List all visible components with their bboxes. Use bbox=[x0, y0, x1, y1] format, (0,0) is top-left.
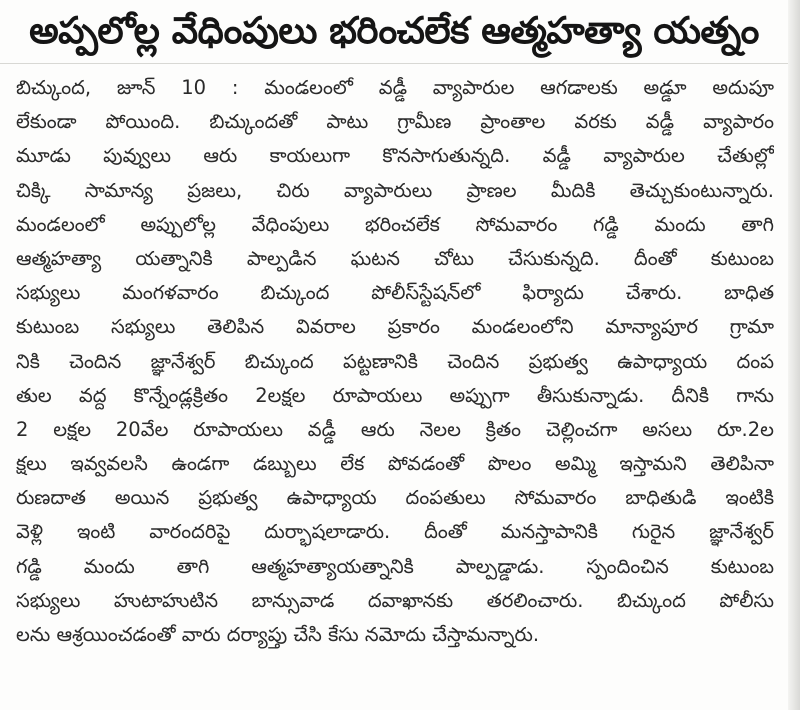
page-edge-shadow bbox=[788, 0, 800, 710]
article-body bbox=[16, 71, 774, 652]
article-line: కుటుంబ సభ్యులు తెలిపిన వివరాల ప్రకారం మండలంలోని మాన్యాపూర గ్రామా bbox=[16, 315, 774, 339]
headline-divider bbox=[0, 63, 788, 64]
article-headline: అప్పలోల్ల వేధింపులు భరించలేక ఆత్మహత్యా యత్నం bbox=[29, 9, 759, 52]
article-line: గడ్డి మందు తాగి ఆత్మహత్యాయత్నానికి పాల్పడ్డాడు. స్పందించిన కుటుంబ bbox=[16, 554, 774, 578]
article-line: బిచ్కుంద, జూన్ 10 : మండలంలో వడ్డీ వ్యాపారుల ఆగడాలకు అడ్డూ అదుపూ bbox=[16, 76, 774, 99]
article-line: సభ్యులు హుటాహుటిన బాన్సువాడ దవాఖానకు తరలించారు. బిచ్కుంద పోలీసు bbox=[16, 588, 774, 612]
article-line: రుణదాత అయిన ప్రభుత్వ ఉపాధ్యాయ దంపతులు సోమవారం బాధితుడి ఇంటికి bbox=[16, 486, 774, 510]
article-line: క్షలు ఇవ్వవలసి ఉండగా డబ్బులు లేక పోవడంతో పొలం అమ్మి ఇస్తామని తెలిపినా bbox=[16, 452, 774, 476]
article-line: మండలంలో అప్పులోల్ల వేధింపులు భరించలేక సోమవారం గడ్డి మందు తాగి bbox=[16, 212, 774, 236]
article-line: లేకుండా పోయింది. బిచ్కుందతో పాటు గ్రామీణ ప్రాంతాల వరకు వడ్డీ వ్యాపారం bbox=[16, 110, 774, 134]
article-line: తుల వద్ద కొన్నేండ్లక్రితం 2లక్షల రూపాయలు అప్పుగా తీసుకున్నాడు. దీనికి గాను bbox=[16, 383, 774, 407]
article-line: నికి చెందిన జ్ఞానేశ్వర్ బిచ్కుంద పట్టణానికి చెందిన ప్రభుత్వ ఉపాధ్యాయ దంప bbox=[16, 349, 774, 373]
article-line: చిక్కి సామాన్య ప్రజలు, చిరు వ్యాపారులు ప్రాణల మీదికి తెచ్చుకుంటున్నారు. bbox=[16, 178, 774, 202]
article-line: ఆత్మహత్యా యత్నానికి పాల్పడిన ఘటన చోటు చేసుకున్నది. దీంతో కుటుంబ bbox=[16, 246, 774, 270]
article-line: లను ఆశ్రయించడంతో వారు దర్యాప్తు చేసి కేసు నమోదు చేస్తామన్నారు. bbox=[16, 623, 540, 646]
article-line: సభ్యులు మంగళవారం బిచ్కుంద పోలీస్‌స్టేషన్‌లో ఫిర్యాదు చేశారు. బాధిత bbox=[16, 281, 774, 305]
article-line: వెళ్లి ఇంటి వారందరిపై దుర్భాషలాడారు. దీంతో మనస్తాపానికి గురైన జ్ఞానేశ్వర్ bbox=[16, 520, 774, 544]
article-line: మూడు పువ్వులు ఆరు కాయలుగా కొనసాగుతున్నది. వడ్డీ వ్యాపారుల చేతుల్లో bbox=[16, 144, 774, 168]
article-line: 2 లక్షల 20వేల రూపాయలు వడ్డీ ఆరు నెలల క్రితం చెల్లించగా అసలు రూ.2ల bbox=[16, 417, 774, 441]
